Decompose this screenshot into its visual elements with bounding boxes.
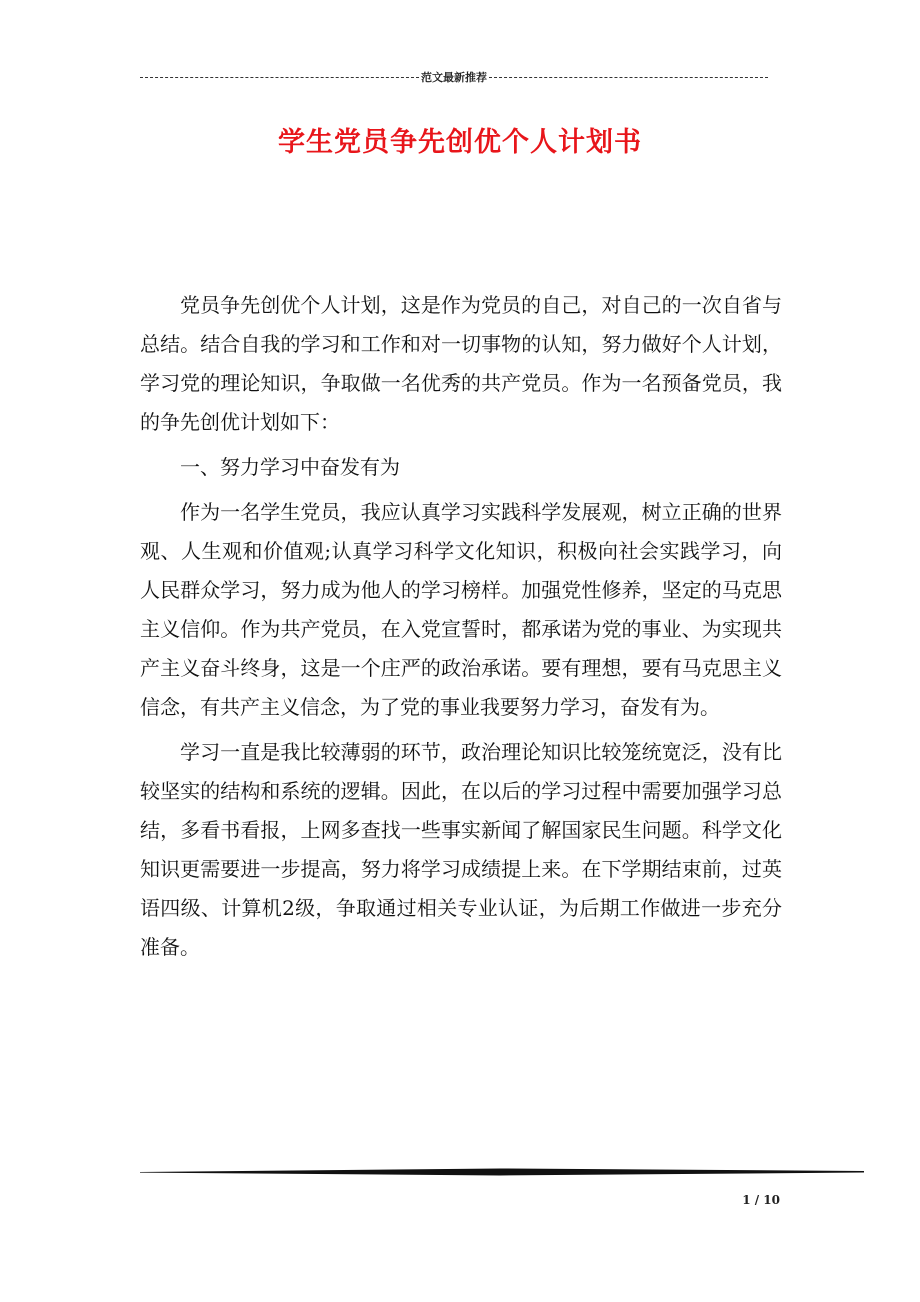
document-title: 学生党员争先创优个人计划书 [278, 127, 642, 158]
header-dash-right [489, 77, 768, 78]
section-heading: 一、努力学习中奋发有为 [180, 455, 400, 479]
header-label: 范文最新推荐 [421, 71, 487, 84]
paragraph-study-goal: 作为一名学生党员，我应认真学习实践科学发展观，树立正确的世界观、人生观和价值观;认真学习科学文化知识，积极向社会实践学习，向人民群众学习，努力成为他人的学习榜样。加强党性修养，坚定的马克思主义信仰。作为共产党员，在入党宣誓时，都承诺为党的事业、为实现共产主义奋斗终身，这是一个庄严的政治承诺。要有理想，要有马克思主义信念，有共产主义信念，为了党的事业我要努力学习，奋发有为。 [140, 500, 782, 719]
document-body [140, 286, 782, 973]
footer-rule [140, 1168, 864, 1176]
paragraph-study-plan: 学习一直是我比较薄弱的环节，政治理论知识比较笼统宽泛，没有比较坚实的结构和系统的逻辑。因此，在以后的学习过程中需要加强学习总结，多看书看报，上网多查找一些事实新闻了解国家民生问题。科学文化知识更需要进一步提高，努力将学习成绩提上来。在下学期结束前，过英语四级、计算机2级，争取通过相关专业认证，为后期工作做进一步充分准备。 [140, 740, 782, 959]
header-rule [140, 70, 768, 84]
page-number: 1 / 10 [742, 1193, 780, 1207]
header-dash-left [140, 77, 419, 78]
paragraph-intro: 党员争先创优个人计划，这是作为党员的自己，对自己的一次自省与总结。结合自我的学习和工作和对一切事物的认知，努力做好个人计划，学习党的理论知识，争取做一名优秀的共产党员。作为一名预备党员，我的争先创优计划如下： [140, 293, 782, 434]
